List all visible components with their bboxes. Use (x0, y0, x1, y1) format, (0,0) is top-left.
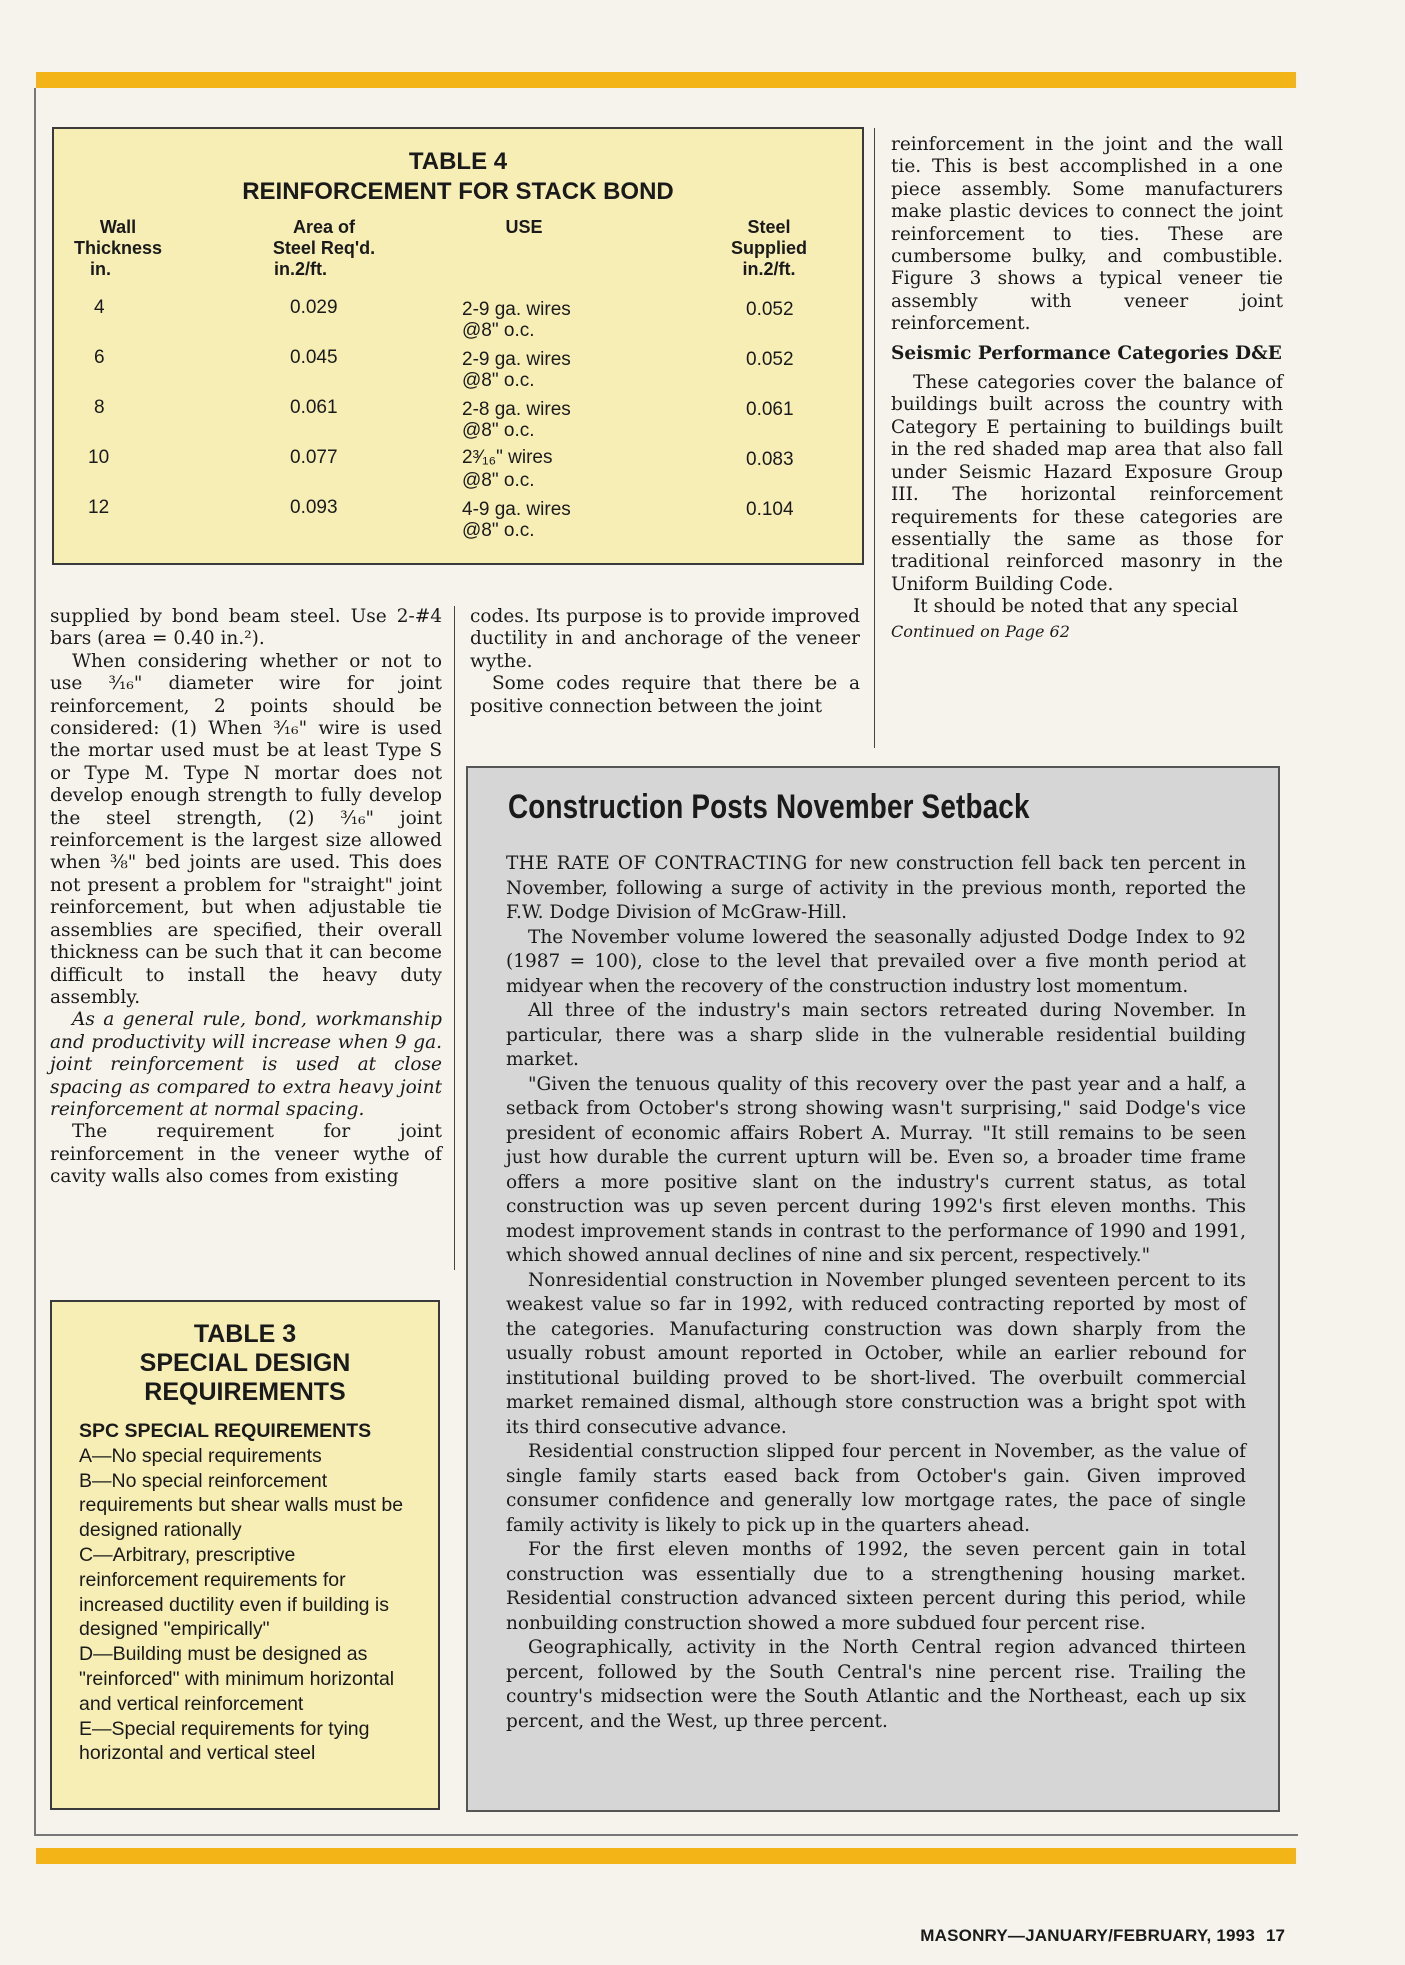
continued-note: Continued on Page 62 (891, 621, 1070, 641)
header-area-of-steel: Area of Steel Req'd. in.2/ft. (272, 217, 376, 279)
paragraph: supplied by bond beam steel. Use 2-#4 bars (area = 0.40 in.²). (50, 606, 442, 650)
lead-in: THE RATE OF CONTRACTING (506, 853, 808, 874)
table-3-body (79, 1419, 419, 1766)
left-column-text (50, 606, 442, 1189)
paragraph: All three of the industry's main sectors retreated during November. In particular, there was a sharp slide in the vulnerable residential building market. (506, 1000, 1246, 1070)
list-item: B—No special reinforcement requirements but shear walls must be designed rationally (79, 1469, 404, 1542)
footer-publication: MASONRY—JANUARY/FEBRUARY, 1993 (920, 1926, 1255, 1945)
paragraph: THE RATE OF CONTRACTING for new construction fell back ten percent in November, following a surge of activity in the previous month, reported the F.W. Dodge Division of McGraw-Hill. (506, 853, 1246, 923)
sidebar-article (466, 766, 1280, 1812)
table-4: TABLE 4 REINFORCEMENT FOR STACK BOND Wall Thickness in. Area of Steel Req'd. in.2/ft. USE Steel Supplied in.2/ft. 4 0.029 2-9 ga. wires @8" o.c. 0.052 6 0.045 2-9 ga. wires @8" o.c. 0.052 8 0.061 2-8 ga. wires @8" o.c. 0.061 10 0.077 2³⁄₁₆" wires @8" o.c. 0.083 12 0.093 4-9 ga. wires @8" o.c. 0.104 (52, 127, 864, 565)
list-item: D—Building must be designed as "reinforced" with minimum horizontal and vertical reinforcement (79, 1643, 395, 1715)
column-rule (874, 128, 875, 748)
header-use: USE (505, 217, 543, 237)
list-item: C—Arbitrary, prescriptive reinforcement requirements for increased ductility even if building is designed "empirically" (79, 1543, 390, 1641)
paragraph: The November volume lowered the seasonally adjusted Dodge Index to 92 (1987 = 100), close to the level that prevailed over a five month period at midyear when the recovery of the construction industry lost momentum. (506, 926, 1246, 997)
header-wall-thickness: Wall Thickness in. (73, 217, 163, 279)
right-column-text (891, 134, 1283, 643)
table-3 (50, 1300, 440, 1810)
paragraph: reinforcement in the joint and the wall tie. This is best accomplished in a one piece assembly. Some manufacturers make plastic devices to connect the joint reinforcement to ties. These are cumbersome bulky, and combustible. Figure 3 shows a typical veneer tie assembly with veneer joint reinforcement. (891, 134, 1283, 335)
paragraph: The requirement for joint reinforcement in the veneer wythe of cavity walls also comes from existing (50, 1121, 442, 1188)
bottom-accent-bar (36, 1848, 1296, 1864)
paragraph: Geographically, activity in the North Central region advanced thirteen percent, followed by the South Central's nine percent rise. Trailing the country's midsection were the South Atlantic and the Northeast, each up six percent, and the West, up three percent. (506, 1637, 1246, 1732)
article-body (506, 852, 1246, 1734)
article-headline: Construction Posts November Setback (508, 788, 1030, 826)
paragraph: These categories cover the balance of buildings built across the country with Category E pertaining to buildings built in the red shaded map area that also fall under Seismic Hazard Exposure Group III. The horizontal reinforcement requirements for these categories are essentially the same as those for traditional reinforced masonry in the Uniform Building Code. (891, 372, 1283, 595)
paragraph: Nonresidential construction in November plunged seventeen percent to its weakest value so far in 1992, with reduced contracting reported by most of the categories. Manufacturing construction was down sharply from the usually robust amount reported in October, while an earlier rebound for institutional building proved to be short-lived. The overbuilt commercial market remained dismal, although store construction was a bright spot with its third consecutive advance. (506, 1269, 1246, 1438)
top-accent-bar (36, 72, 1296, 88)
header-steel-supplied: Steel Supplied in.2/ft. (731, 217, 807, 279)
section-heading: Seismic Performance Categories D&E (891, 342, 1282, 364)
middle-column-text (470, 606, 860, 718)
paragraph: Residential construction slipped four percent in November, as the value of single family starts eased back from October's gain. Given improved consumer confidence and generally low mortgage rates, the pace of single family activity is likely to pick up in the quarters ahead. (506, 1441, 1246, 1536)
list-item: A—No special requirements (79, 1444, 322, 1467)
table-4-title: TABLE 4 (408, 148, 508, 175)
page-number: 17 (1266, 1926, 1285, 1945)
column-rule (454, 606, 455, 1270)
paragraph-italic: As a general rule, bond, workmanship and productivity will increase when 9 ga. joint reinforcement is used at close spacing as compared to extra heavy joint reinforcement at normal spacing. (50, 1009, 442, 1120)
paragraph: It should be noted that any special (913, 596, 1239, 618)
paragraph: For the first eleven months of 1992, the seven percent gain in total construction was essentially due to a strengthening housing market. Residential construction advanced sixteen percent during this period, while nonbuilding construction showed a more subdued four percent rise. (506, 1539, 1246, 1634)
paragraph: codes. Its purpose is to provide improved ductility in and anchorage of the veneer wythe. (470, 606, 860, 672)
list-item: E—Special requirements for tying horizontal and vertical steel (79, 1717, 370, 1765)
table-4-subtitle: REINFORCEMENT FOR STACK BOND (242, 178, 674, 205)
paragraph: "Given the tenuous quality of this recovery over the past year and a half, a setback from October's strong showing wasn't surprising," said Dodge's vice president of economic affairs Robert A. Murray. "It still remains to be seen just how durable the current upturn will be. Even so, a broader time frame offers a more positive slant on the industry's current status, as total construction was up seven percent during 1992's first eleven months. This modest improvement stands in contrast to the performance of 1990 and 1991, which showed annual declines of nine and six percent, respectively." (506, 1073, 1246, 1266)
table-3-title: TABLE 3 SPECIAL DESIGN REQUIREMENTS (139, 1320, 351, 1406)
paragraph: Some codes require that there be a positive connection between the joint (470, 673, 860, 717)
table-3-subheading: SPC SPECIAL REQUIREMENTS (79, 1420, 372, 1442)
paragraph: When considering whether or not to use ³⁄₁₆" diameter wire for joint reinforcement, 2 points should be considered: (1) When ³⁄₁₆" wire is used the mortar used must be at least Type S or Type M. Type N mortar does not develop enough strength to fully develop the steel strength, (2) ³⁄₁₆" joint reinforcement is the largest size allowed when ⅜" bed joints are used. This does not present a problem for "straight" joint reinforcement, but when adjustable tie assemblies are specified, their overall thickness can be such that it can become difficult to install the heavy duty assembly. (50, 650, 442, 1008)
